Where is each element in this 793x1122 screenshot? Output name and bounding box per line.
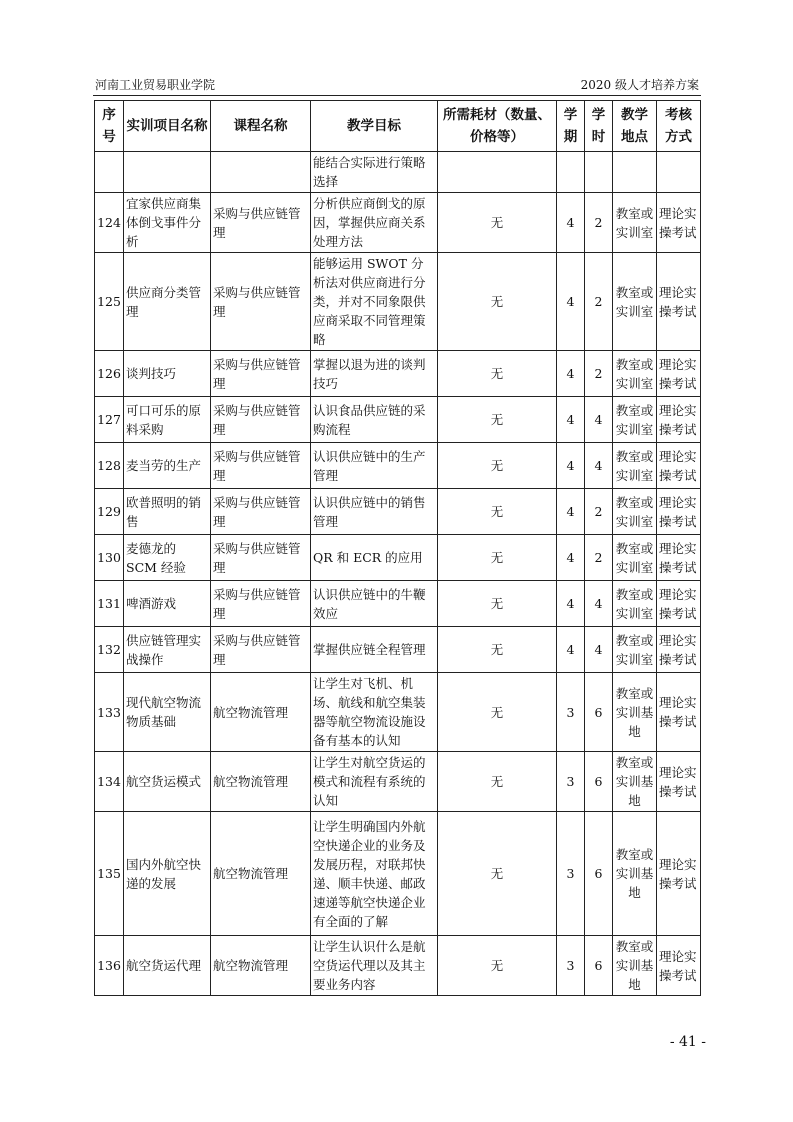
- cell-project-name: 国内外航空快递的发展: [124, 812, 211, 936]
- cell-exam: 理论实操考试: [657, 253, 701, 351]
- training-projects-table: [94, 100, 701, 996]
- cell-exam: 理论实操考试: [657, 936, 701, 996]
- cell-materials: 无: [438, 535, 557, 581]
- cell-course: 航空物流管理: [211, 936, 311, 996]
- cell-goal: 掌握供应链全程管理: [311, 627, 438, 673]
- cell-term: 4: [557, 535, 585, 581]
- cell-place: 教室或实训基地: [613, 752, 657, 812]
- cell-course: 航空物流管理: [211, 673, 311, 752]
- cell-hours: 4: [585, 581, 613, 627]
- table-header: [95, 101, 701, 152]
- cell-number: 128: [95, 443, 124, 489]
- table-row: [95, 351, 701, 397]
- cell-place: 教室或实训基地: [613, 936, 657, 996]
- table-row: [95, 812, 701, 936]
- cell-term: 3: [557, 812, 585, 936]
- cell-exam: 理论实操考试: [657, 535, 701, 581]
- cell-hours: 2: [585, 253, 613, 351]
- cell-hours: 4: [585, 443, 613, 489]
- cell-goal: 让学生对航空货运的模式和流程有系统的认知: [311, 752, 438, 812]
- table-row: [95, 581, 701, 627]
- cell-number: 127: [95, 397, 124, 443]
- cell-number: 125: [95, 253, 124, 351]
- cell-goal: QR 和 ECR 的应用: [311, 535, 438, 581]
- cell-number: 130: [95, 535, 124, 581]
- cell-exam: 理论实操考试: [657, 351, 701, 397]
- cell-term: 4: [557, 627, 585, 673]
- cell-place: 教室或实训基地: [613, 673, 657, 752]
- cell-goal: 能结合实际进行策略选择: [311, 152, 438, 193]
- cell-place: 教室或实训室: [613, 193, 657, 253]
- cell-exam: 理论实操考试: [657, 443, 701, 489]
- table-body: [95, 152, 701, 996]
- cell-term: 4: [557, 489, 585, 535]
- cell-course: 采购与供应链管理: [211, 581, 311, 627]
- cell-hours: 4: [585, 397, 613, 443]
- cell-goal: 分析供应商倒戈的原因，掌握供应商关系处理方法: [311, 193, 438, 253]
- cell-place: 教室或实训室: [613, 443, 657, 489]
- cell-place: 教室或实训室: [613, 581, 657, 627]
- cell-place: 教室或实训室: [613, 397, 657, 443]
- cell-term: 3: [557, 936, 585, 996]
- cell-project-name: 供应商分类管理: [124, 253, 211, 351]
- cell-course: 航空物流管理: [211, 812, 311, 936]
- page-number-text: - 41 -: [669, 1034, 706, 1050]
- cell-exam: 理论实操考试: [657, 812, 701, 936]
- cell-course: 采购与供应链管理: [211, 489, 311, 535]
- cell-place: 教室或实训室: [613, 535, 657, 581]
- cell-exam: [657, 152, 701, 193]
- cell-number: 126: [95, 351, 124, 397]
- cell-course: 采购与供应链管理: [211, 443, 311, 489]
- cell-term: 4: [557, 253, 585, 351]
- cell-hours: 4: [585, 627, 613, 673]
- header-exam: 考核方式: [657, 101, 701, 152]
- cell-exam: 理论实操考试: [657, 581, 701, 627]
- header-divider: [93, 95, 701, 96]
- cell-materials: 无: [438, 351, 557, 397]
- table-row: [95, 936, 701, 996]
- cell-exam: 理论实操考试: [657, 627, 701, 673]
- cell-course: 采购与供应链管理: [211, 627, 311, 673]
- cell-goal: 让学生对飞机、机场、航线和航空集装器等航空物流设施设备有基本的认知: [311, 673, 438, 752]
- cell-hours: 2: [585, 351, 613, 397]
- cell-hours: 6: [585, 812, 613, 936]
- cell-hours: 6: [585, 752, 613, 812]
- cell-goal: 认识食品供应链的采购流程: [311, 397, 438, 443]
- cell-project-name: 现代航空物流物质基础: [124, 673, 211, 752]
- cell-goal: 认识供应链中的牛鞭效应: [311, 581, 438, 627]
- cell-number: 124: [95, 193, 124, 253]
- cell-materials: 无: [438, 581, 557, 627]
- cell-project-name: 谈判技巧: [124, 351, 211, 397]
- cell-place: [613, 152, 657, 193]
- cell-hours: 6: [585, 936, 613, 996]
- cell-project-name: [124, 152, 211, 193]
- cell-course: [211, 152, 311, 193]
- cell-project-name: 可口可乐的原料采购: [124, 397, 211, 443]
- cell-course: 采购与供应链管理: [211, 193, 311, 253]
- cell-number: 132: [95, 627, 124, 673]
- header-hours: 学时: [585, 101, 613, 152]
- table-row: [95, 627, 701, 673]
- cell-goal: 掌握以退为进的谈判技巧: [311, 351, 438, 397]
- cell-exam: 理论实操考试: [657, 193, 701, 253]
- cell-project-name: 麦当劳的生产: [124, 443, 211, 489]
- table-row: [95, 752, 701, 812]
- cell-number: 135: [95, 812, 124, 936]
- cell-materials: 无: [438, 936, 557, 996]
- cell-materials: [438, 152, 557, 193]
- cell-term: 4: [557, 193, 585, 253]
- header-goal: 教学目标: [311, 101, 438, 152]
- header-no: 序号: [95, 101, 124, 152]
- header-term: 学期: [557, 101, 585, 152]
- cell-course: 采购与供应链管理: [211, 253, 311, 351]
- header-document-title: 2020 级人才培养方案: [580, 78, 699, 92]
- table-row: [95, 253, 701, 351]
- table-row: [95, 535, 701, 581]
- cell-project-name: 啤酒游戏: [124, 581, 211, 627]
- cell-hours: 2: [585, 193, 613, 253]
- cell-project-name: 供应链管理实战操作: [124, 627, 211, 673]
- cell-course: 采购与供应链管理: [211, 351, 311, 397]
- cell-place: 教室或实训室: [613, 351, 657, 397]
- cell-term: 4: [557, 397, 585, 443]
- cell-hours: 2: [585, 535, 613, 581]
- cell-materials: 无: [438, 627, 557, 673]
- cell-term: 3: [557, 752, 585, 812]
- cell-term: 4: [557, 443, 585, 489]
- cell-project-name: 麦德龙的 SCM 经验: [124, 535, 211, 581]
- cell-place: 教室或实训室: [613, 253, 657, 351]
- header-row: [95, 101, 701, 152]
- cell-hours: 6: [585, 673, 613, 752]
- table-row: [95, 152, 701, 193]
- cell-materials: 无: [438, 812, 557, 936]
- cell-materials: 无: [438, 673, 557, 752]
- cell-exam: 理论实操考试: [657, 673, 701, 752]
- header-institution: 河南工业贸易职业学院: [95, 78, 216, 92]
- cell-number: [95, 152, 124, 193]
- cell-term: 4: [557, 351, 585, 397]
- cell-number: 134: [95, 752, 124, 812]
- cell-hours: 2: [585, 489, 613, 535]
- cell-course: 采购与供应链管理: [211, 535, 311, 581]
- table-row: [95, 397, 701, 443]
- cell-materials: 无: [438, 489, 557, 535]
- cell-exam: 理论实操考试: [657, 752, 701, 812]
- cell-goal: 让学生明确国内外航空快递企业的业务及发展历程，对联邦快递、顺丰快递、邮政速递等航空快递企业有全面的了解: [311, 812, 438, 936]
- cell-course: 采购与供应链管理: [211, 397, 311, 443]
- cell-materials: 无: [438, 397, 557, 443]
- cell-course: 航空物流管理: [211, 752, 311, 812]
- cell-project-name: 宜家供应商集体倒戈事件分析: [124, 193, 211, 253]
- cell-goal: 认识供应链中的销售管理: [311, 489, 438, 535]
- cell-term: 4: [557, 581, 585, 627]
- cell-materials: 无: [438, 443, 557, 489]
- cell-place: 教室或实训室: [613, 627, 657, 673]
- header-materials: 所需耗材（数量、价格等）: [438, 101, 557, 152]
- cell-term: [557, 152, 585, 193]
- table-row: [95, 673, 701, 752]
- cell-number: 129: [95, 489, 124, 535]
- cell-project-name: 航空货运模式: [124, 752, 211, 812]
- page-number: [0, 1034, 793, 1050]
- cell-project-name: 欧普照明的销售: [124, 489, 211, 535]
- cell-place: 教室或实训室: [613, 489, 657, 535]
- cell-project-name: 航空货运代理: [124, 936, 211, 996]
- cell-number: 131: [95, 581, 124, 627]
- cell-hours: [585, 152, 613, 193]
- table-row: [95, 443, 701, 489]
- cell-goal: 认识供应链中的生产管理: [311, 443, 438, 489]
- cell-place: 教室或实训基地: [613, 812, 657, 936]
- table-row: [95, 489, 701, 535]
- header-place: 教学地点: [613, 101, 657, 152]
- cell-materials: 无: [438, 253, 557, 351]
- cell-exam: 理论实操考试: [657, 397, 701, 443]
- cell-materials: 无: [438, 752, 557, 812]
- cell-exam: 理论实操考试: [657, 489, 701, 535]
- header-project-name: 实训项目名称: [124, 101, 211, 152]
- cell-term: 3: [557, 673, 585, 752]
- cell-number: 136: [95, 936, 124, 996]
- table-row: [95, 193, 701, 253]
- cell-goal: 能够运用 SWOT 分析法对供应商进行分类，并对不同象限供应商采取不同管理策略: [311, 253, 438, 351]
- cell-goal: 让学生认识什么是航空货运代理以及其主要业务内容: [311, 936, 438, 996]
- header-course: 课程名称: [211, 101, 311, 152]
- cell-materials: 无: [438, 193, 557, 253]
- cell-number: 133: [95, 673, 124, 752]
